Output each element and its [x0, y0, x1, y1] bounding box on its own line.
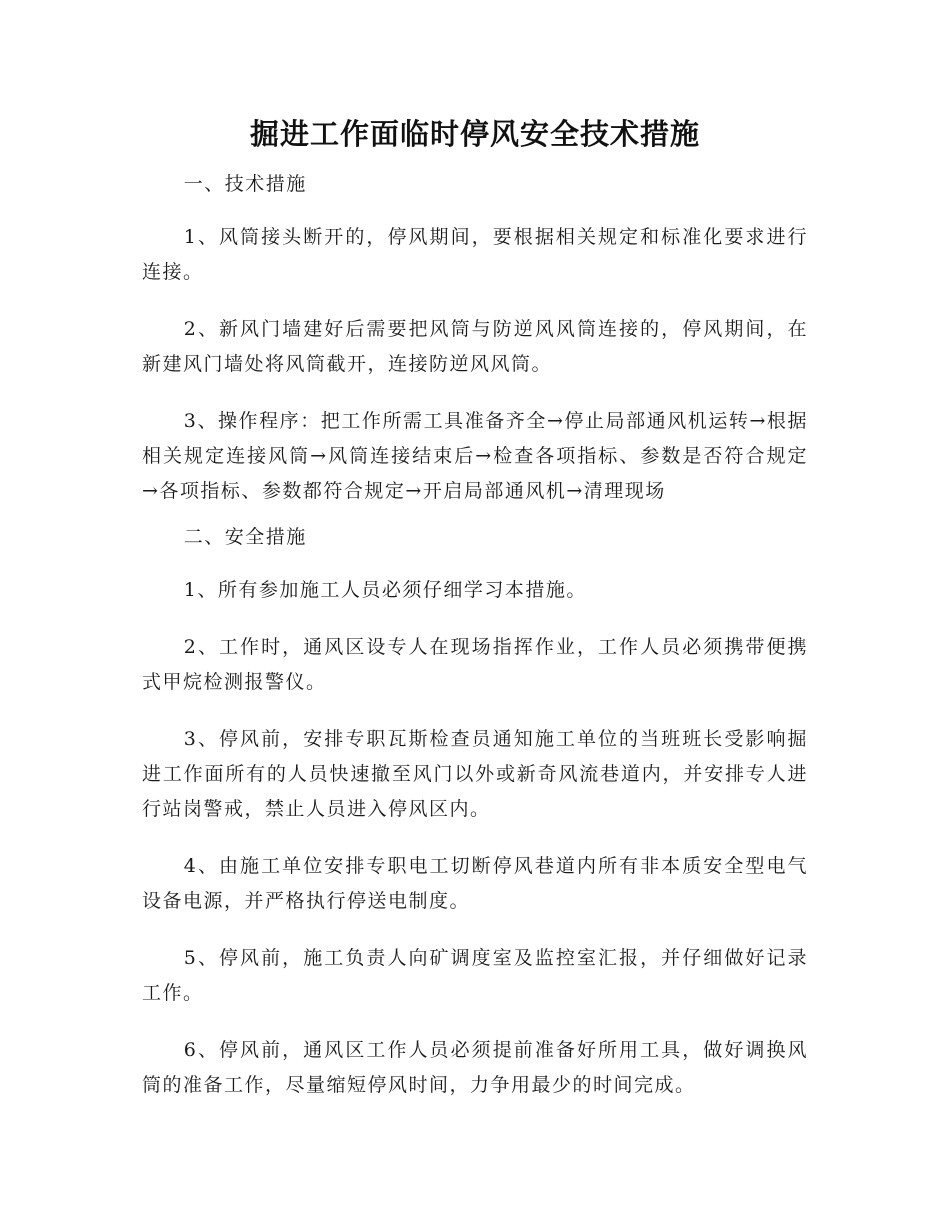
paragraph: 2、工作时，通风区设专人在现场指挥作业，工作人员必须携带便携式甲烷检测报警仪。: [142, 636, 808, 693]
paragraph: 2、新风门墙建好后需要把风筒与防逆风风筒连接的，停风期间，在新建风门墙处将风筒截开，连接防逆风风筒。: [142, 318, 808, 375]
paragraph: 1、所有参加施工人员必须仔细学习本措施。: [183, 579, 587, 601]
paragraph: 3、停风前，安排专职瓦斯检查员通知施工单位的当班班长受影响掘进工作面所有的人员快速撤至风门以外或新奇风流巷道内，并安排专人进行站岗警戒，禁止人员进入停风区内。: [142, 728, 808, 820]
paragraph: 4、由施工单位安排专职电工切断停风巷道内所有非本质安全型电气设备电源，并严格执行停送电制度。: [142, 855, 808, 912]
paragraph: 3、操作程序：把工作所需工具准备齐全→停止局部通风机运转→根据相关规定连接风筒→风筒连接结束后→检查各项指标、参数是否符合规定→各项指标、参数都符合规定→开启局部通风机→清理现场: [142, 410, 808, 502]
section-technical-measures: [142, 168, 808, 509]
paragraph: 5、停风前，施工负责人向矿调度室及监控室汇报，并仔细做好记录工作。: [142, 947, 808, 1004]
section-heading: 二、安全措施: [183, 526, 307, 548]
paragraph: 6、停风前，通风区工作人员必须提前准备好所用工具，做好调换风筒的准备工作，尽量缩短停风时间，力争用最少的时间完成。: [142, 1039, 808, 1096]
paragraph: 1、风筒接头断开的，停风期间，要根据相关规定和标准化要求进行连接。: [142, 226, 808, 283]
section-safety-measures: [142, 521, 808, 1103]
section-heading: 一、技术措施: [183, 173, 307, 195]
document-title: 掘进工作面临时停风安全技术措施: [249, 117, 700, 151]
